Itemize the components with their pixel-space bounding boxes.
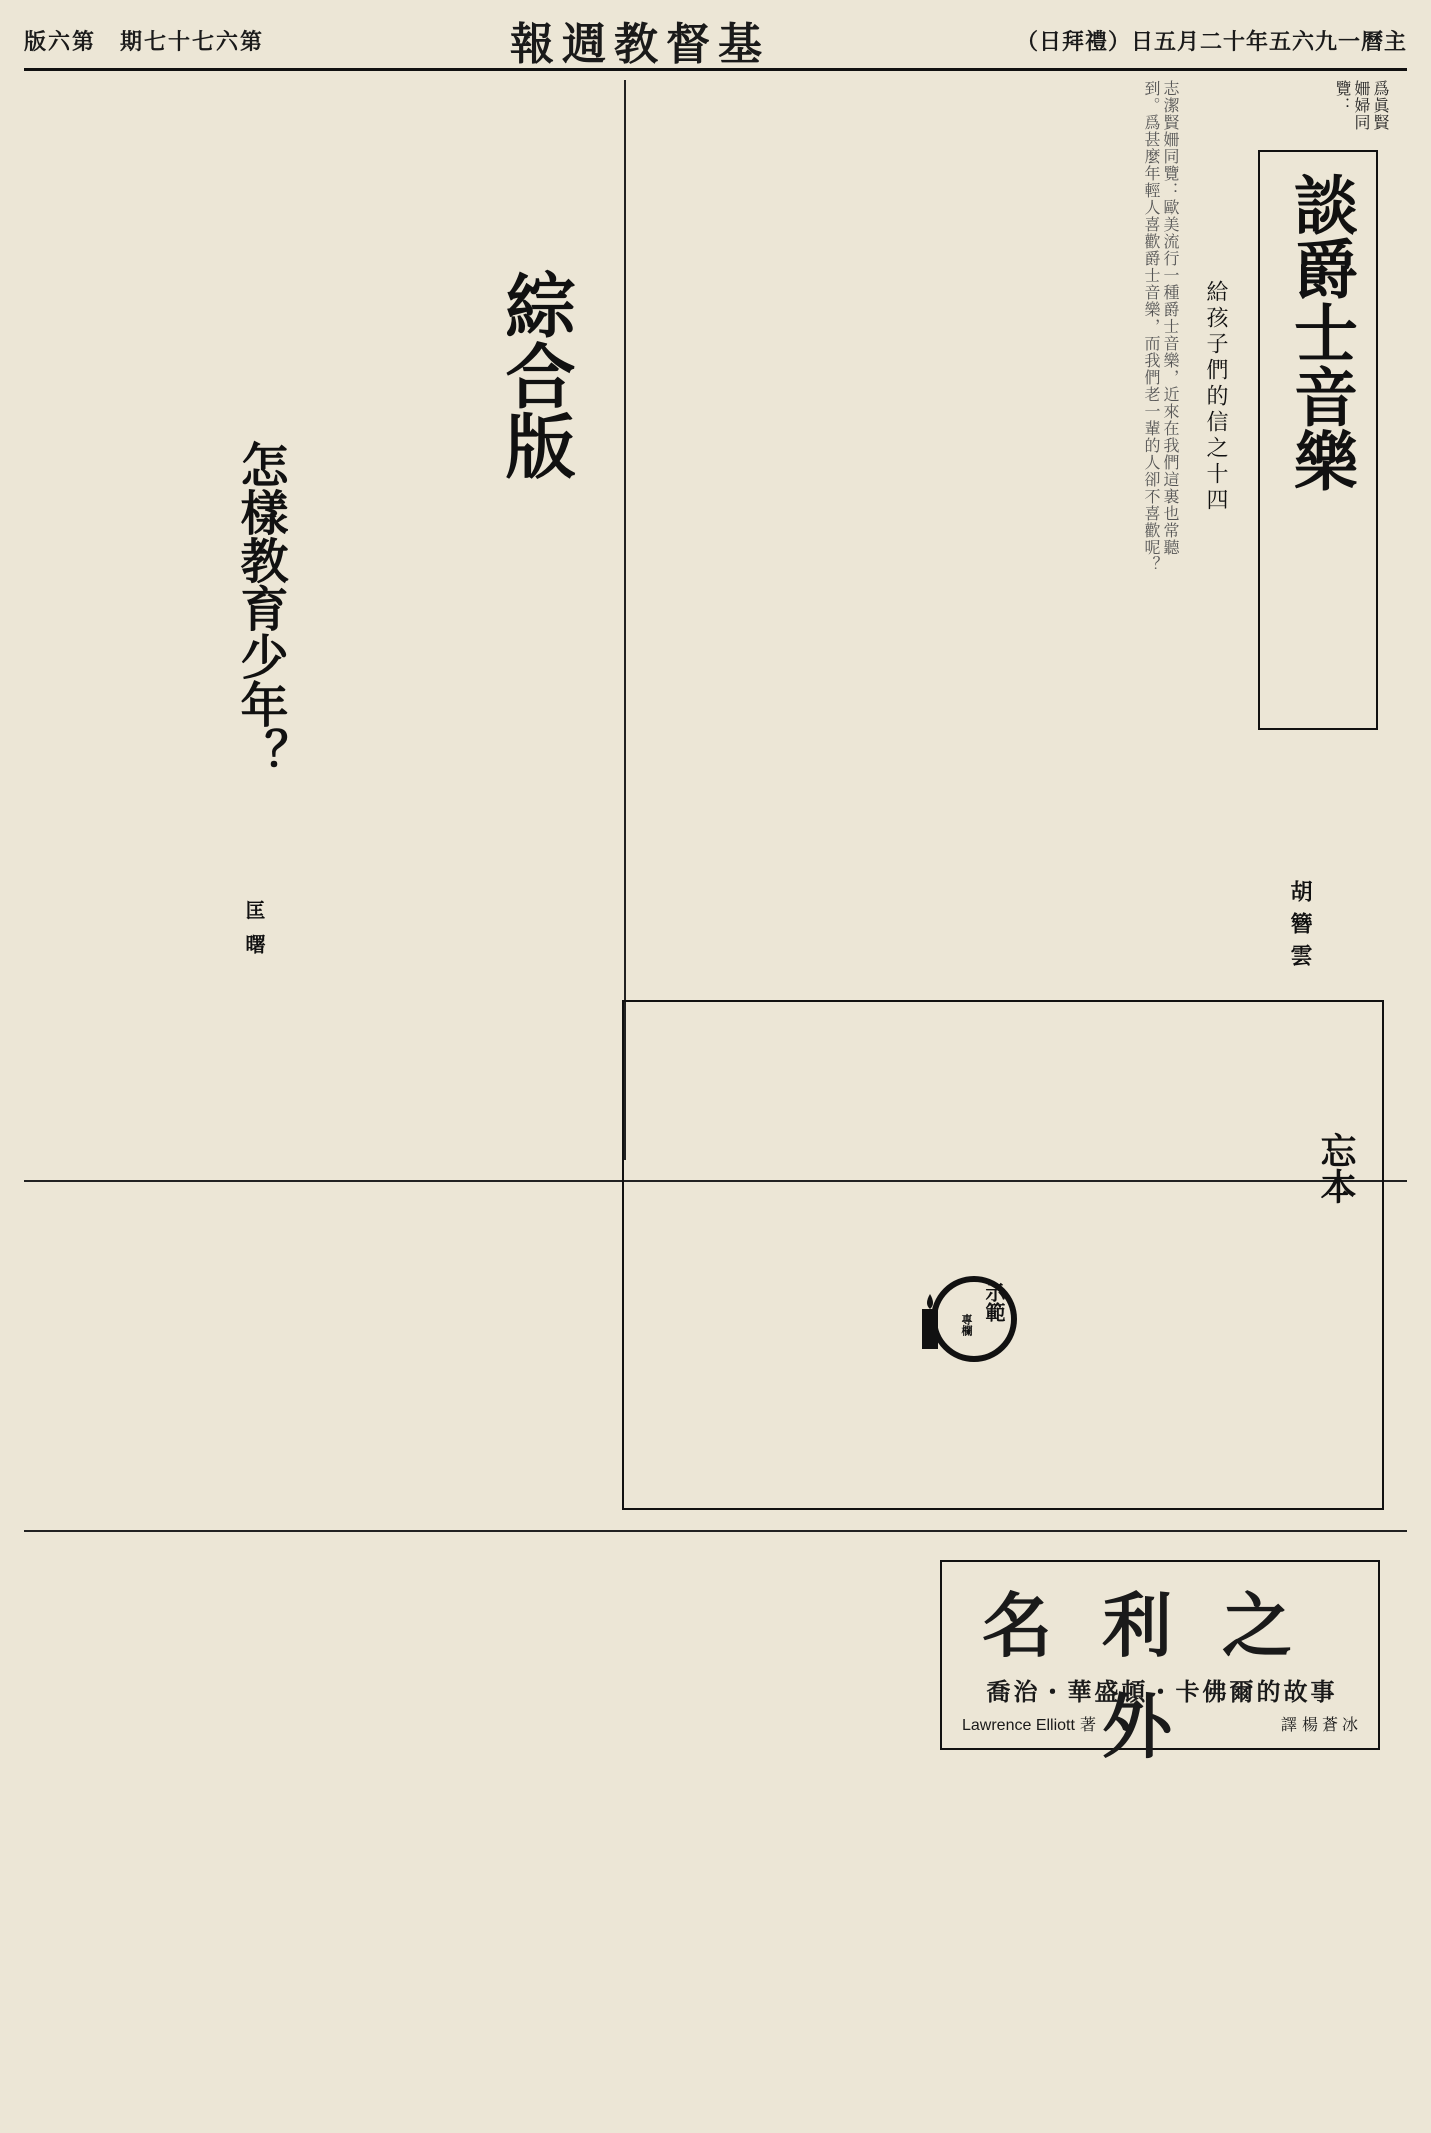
youth-article-author: 匡曙 bbox=[242, 900, 266, 968]
column-label: 示範 bbox=[982, 1282, 1006, 1322]
jazz-body-middle bbox=[640, 610, 1240, 970]
fame-article-title: 名利之外 bbox=[982, 1584, 1342, 1768]
newspaper-title: 報週教督基 bbox=[510, 19, 771, 70]
fame-article-translator: 楊蒼冰 bbox=[1301, 1715, 1362, 1734]
forget-article-title: 忘本 bbox=[1315, 1132, 1357, 1204]
page-label: 版六第 期七十七六第 bbox=[24, 28, 265, 55]
jazz-article-subtitle: 給孩子們的信之十四 bbox=[1203, 280, 1228, 514]
issue-date: （日拜禮）日五月二十年五六九一曆主 bbox=[1015, 28, 1407, 55]
column-logo bbox=[914, 1264, 1024, 1374]
forget-body-lower-left bbox=[634, 1262, 904, 1502]
fame-body-right bbox=[940, 1760, 1380, 1810]
jazz-article-author: 胡簪雲 bbox=[1287, 880, 1313, 976]
column-divider bbox=[624, 80, 626, 1160]
jazz-article-title: 談爵士音樂 bbox=[1283, 172, 1358, 492]
fame-body-bottom bbox=[30, 1820, 1380, 2090]
section-label-box bbox=[480, 270, 600, 700]
forget-body-lower-right bbox=[1034, 1262, 1304, 1502]
forget-body-top bbox=[634, 1012, 1304, 1252]
jazz-body-top: 志潔賢姍同覽：歐美流行一種爵士音樂，近來在我們這裏也常聽到。爲甚麼年輕人喜歡爵士音樂，而我們老一輩的人卻不喜歡呢？ bbox=[1142, 80, 1180, 573]
lower-left-body bbox=[30, 1185, 610, 1515]
jazz-title-box bbox=[1258, 150, 1378, 730]
forget-article-box bbox=[622, 1000, 1384, 1510]
fame-body-top bbox=[30, 1540, 920, 1810]
youth-body-top bbox=[30, 80, 470, 330]
section-label: 綜合版 bbox=[494, 270, 577, 480]
youth-body-left bbox=[30, 340, 220, 1160]
youth-article-title: 怎樣教育少年？ bbox=[232, 440, 288, 776]
fame-article-credits: Lawrence Elliott 著 譯 楊蒼冰 bbox=[962, 1715, 1362, 1734]
section-divider-2 bbox=[24, 1530, 1407, 1532]
fame-article-subtitle: 喬治・華盛頓・卡佛爾的故事 bbox=[986, 1677, 1338, 1706]
fame-article-author-en: Lawrence Elliott bbox=[962, 1717, 1075, 1734]
column-sublabel: 專欄 bbox=[960, 1314, 973, 1336]
masthead bbox=[24, 12, 1407, 71]
jazz-intro: 爲眞賢姍婦同覽： bbox=[1333, 80, 1390, 131]
fame-article-header bbox=[940, 1560, 1380, 1768]
youth-body-right bbox=[300, 340, 470, 1160]
